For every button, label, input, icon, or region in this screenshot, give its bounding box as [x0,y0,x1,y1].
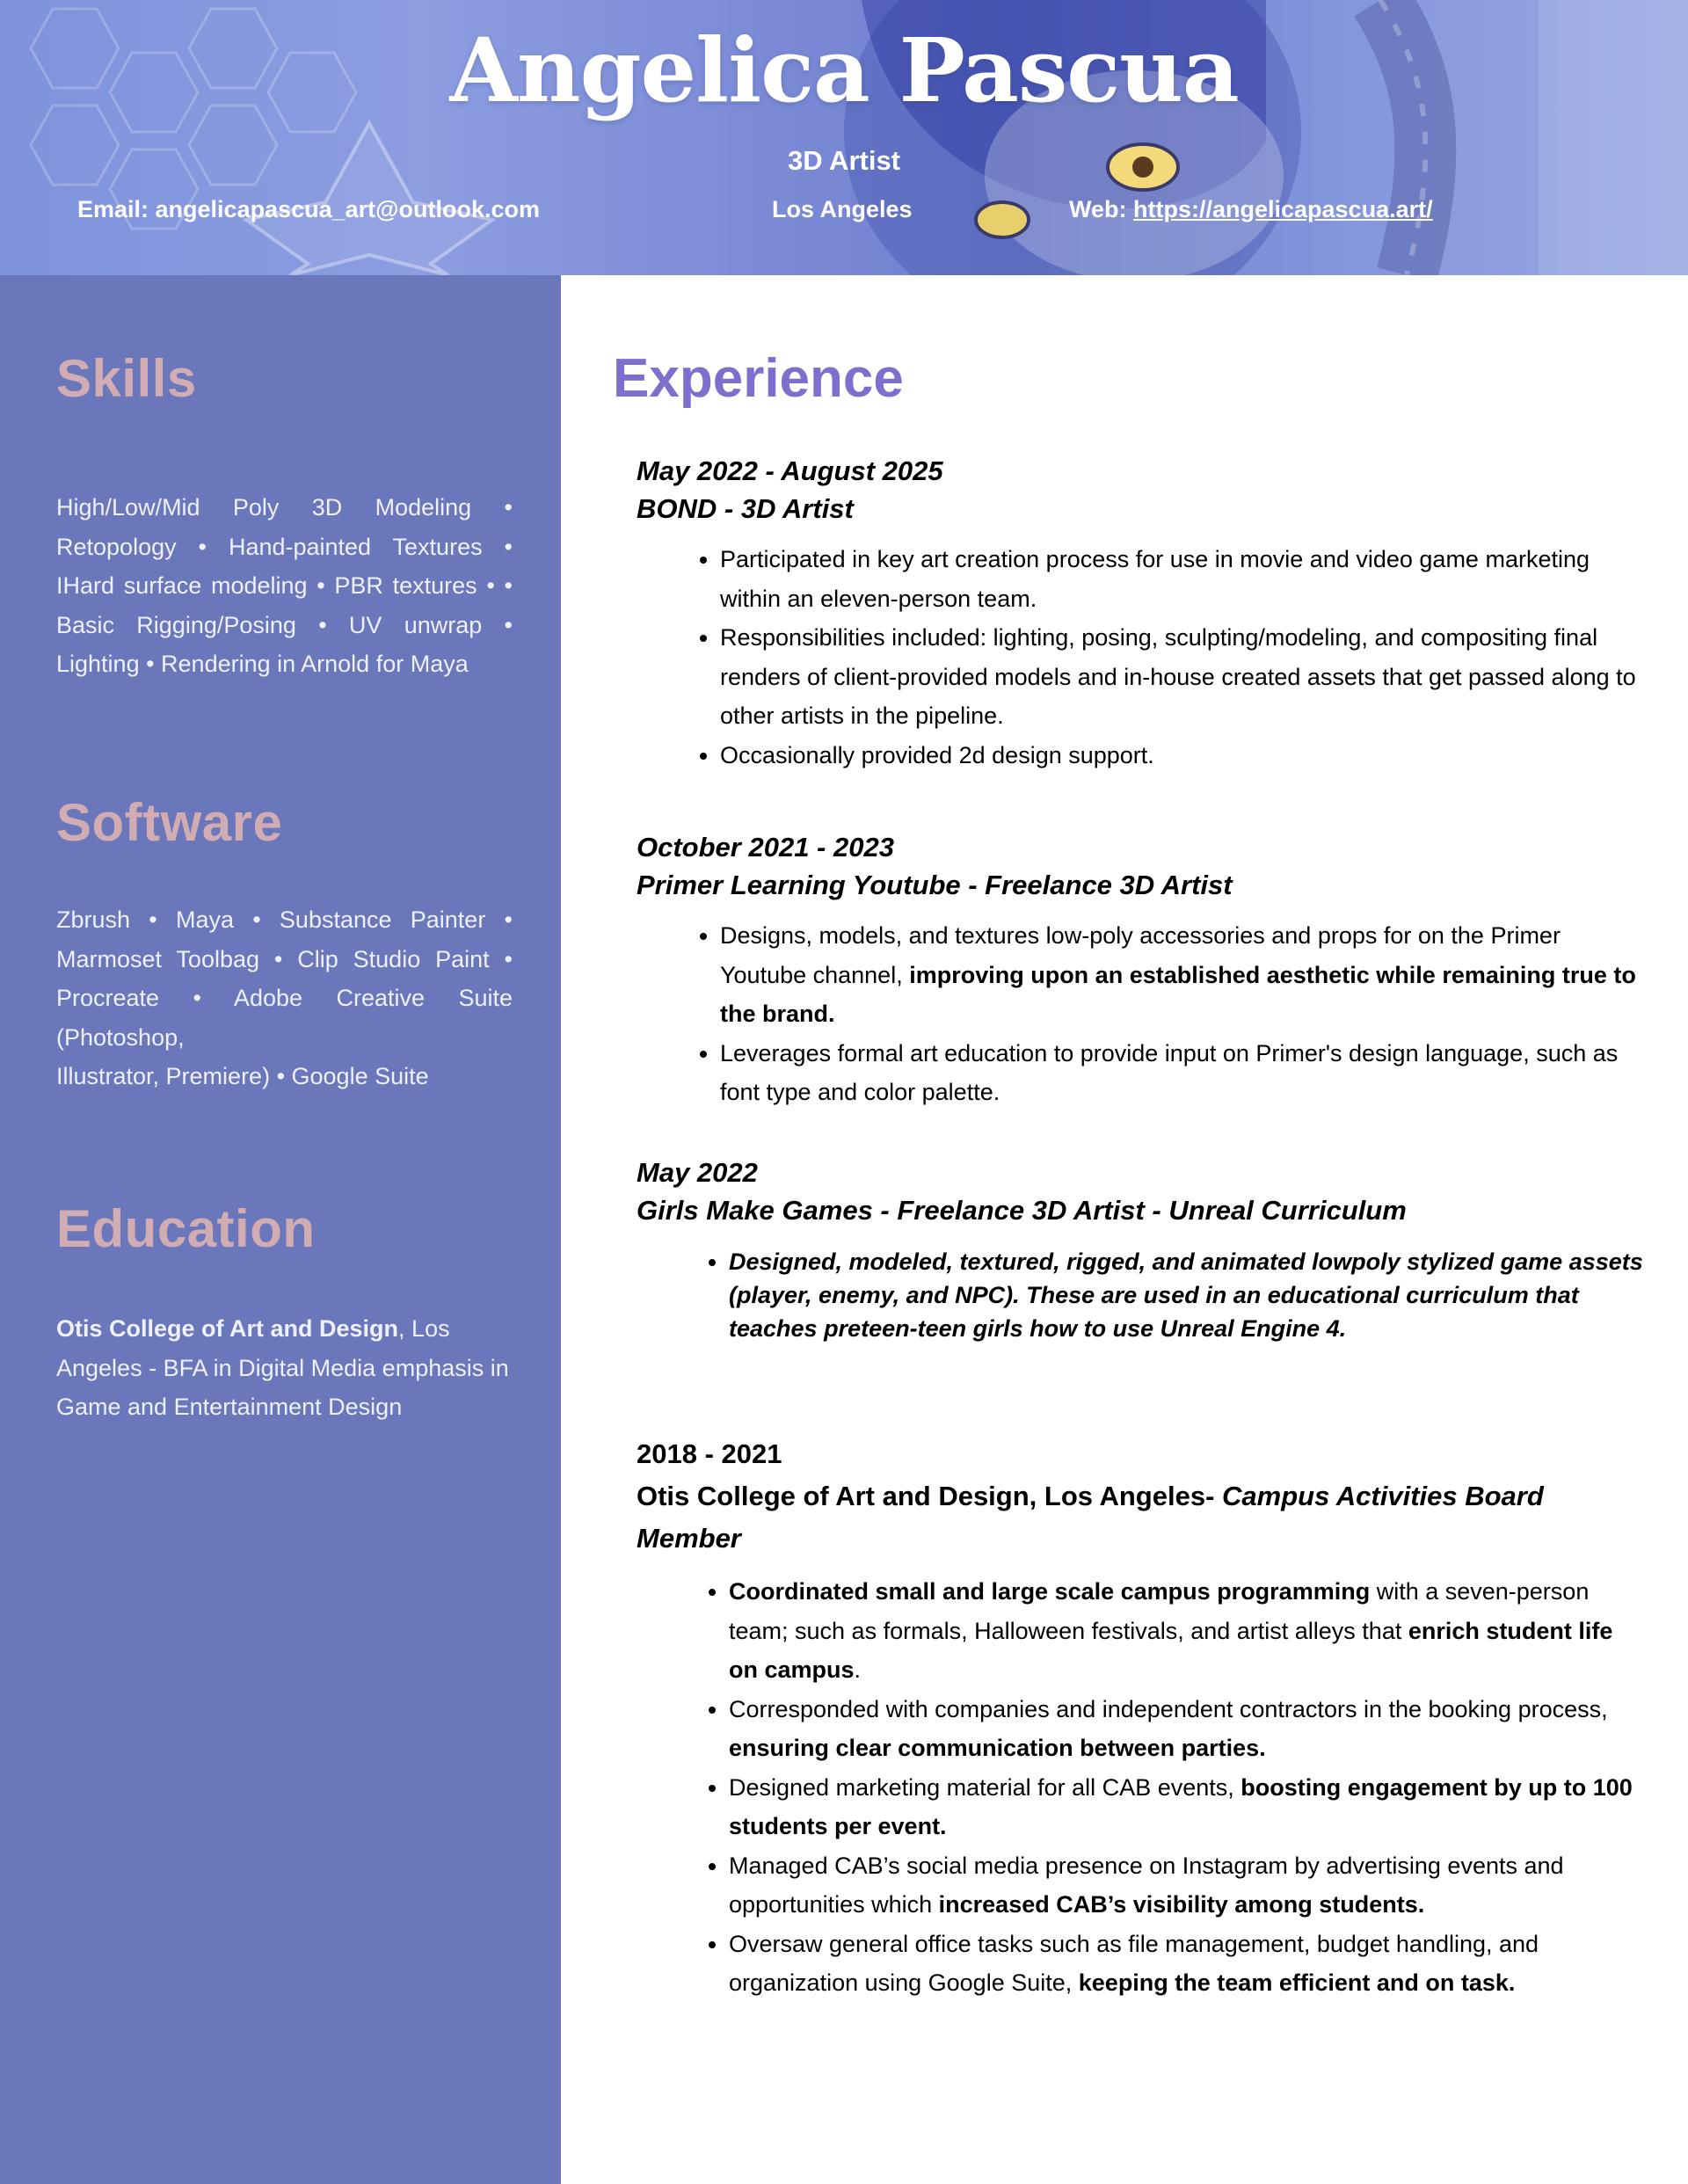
email-text: Email: angelicapascua_art@outlook.com [77,196,540,222]
list-item [720,916,1648,1034]
location-text: Los Angeles [772,196,913,222]
software-list: Zbrush • Maya • Substance Painter • Marmoset Toolbag • Clip Studio Paint • Procreate • Adobe Creative Suite (Photoshop, [56,906,513,1051]
website-link[interactable]: https://angelicapascua.art/ [1133,196,1433,222]
job-bullets [637,540,1648,775]
bullet-text: Leverages formal art education to provide input on Primer's design language, such as font type and color palette. [720,1039,1619,1105]
bullet-highlight: ensuring clear communication between parties. [729,1735,1266,1761]
bullet-text: Oversaw general office tasks such as file management, budget handling, and organization using Google Suite, [729,1930,1539,1996]
job-primer [637,828,1648,1112]
bullet-text: Managed CAB’s social media presence on Instagram by advertising events and opportunities which [729,1852,1564,1918]
job-otis-cab [637,1433,1648,2003]
bullet-text: Designs, models, and textures low-poly accessories and props for on the Primer Youtube channel, [720,922,1561,988]
bullet-highlight: improving upon an established aesthetic while remaining true to the brand. [720,961,1636,1027]
job-bond [637,452,1648,775]
software-heading: Software [56,793,283,852]
bullet-highlight: Coordinated small and large scale campus programming [729,1578,1371,1605]
job-date: 2018 - 2021 [637,1438,782,1469]
job-date: October 2021 - 2023 [637,832,894,863]
bullet-highlight: increased CAB’s visibility among students. [938,1891,1425,1918]
job-bullets [637,916,1648,1112]
bullet-text: Designed marketing material for all CAB events, [729,1773,1241,1801]
education-text [56,1309,513,1427]
list-item [720,1034,1648,1112]
job-title-org: Otis College of Art and Design, Los Angeles- [637,1481,1223,1511]
header-banner [0,0,1688,275]
job-girls-make-games [637,1154,1648,1345]
bullet-highlight: keeping the team efficient and on task. [1078,1969,1516,1996]
job-title-position: Campus Activities Board Member [637,1481,1544,1554]
bullet-highlight: boosting engagement by up to 100 students per event. [729,1773,1633,1839]
sidebar [0,275,561,2184]
job-role: 3D Artist [787,145,901,176]
list-item: • Occasionally provided 2d design support. [720,736,1648,775]
list-item: • Designed, modeled, textured, rigged, and animated lowpoly stylized game assets (player, enemy, and NPC). These are used in an educational curriculum that teaches preteen-teen girls how to use Unreal Engine 4. [729,1245,1648,1345]
job-title: Girls Make Games - Freelance 3D Artist - Unreal Curriculum [637,1195,1407,1226]
job-title: Primer Learning Youtube - Freelance 3D Artist [637,870,1233,900]
list-item: • Participated in key art creation process for use in movie and video game marketing within an eleven-person team. [720,540,1648,618]
job-date: May 2022 - August 2025 [637,455,943,486]
software-text [56,900,513,1096]
job-bullets [637,1572,1648,2003]
education-heading: Education [56,1199,316,1258]
web-label: Web: [1069,196,1133,222]
list-item [729,1925,1648,2003]
job-title [637,1475,1648,1560]
education-details: , Los Angeles - BFA in Digital Media emphasis in Game and Entertainment Design [56,1315,509,1420]
experience-heading: Experience [613,348,904,409]
candidate-name: Angelica Pascua [449,18,1239,122]
list-item: • Responsibilities included: lighting, posing, sculpting/modeling, and compositing final renders of client-provided models and in-house created assets that get passed along to other artists in the pipeline. [720,618,1648,736]
job-title: BOND - 3D Artist [637,493,854,524]
skills-heading: Skills [56,349,197,408]
bullet-text: with a seven-person team; such as formals, Halloween festivals, and artist alleys that [729,1578,1590,1644]
bullet-text: Corresponded with companies and independent contractors in the booking process, [729,1695,1608,1722]
education-school: Otis College of Art and Design [56,1315,399,1342]
software-list-continued: Illustrator, Premiere) • Google Suite [56,1063,429,1089]
website [1069,196,1433,223]
list-item [729,1768,1648,1846]
skills-text: High/Low/Mid Poly 3D Modeling • Retopology • Hand-painted Textures • IHard surface modeling • PBR textures • • Basic Rigging/Posing • UV unwrap • Lighting • Rendering in Arnold for Maya [56,494,513,677]
bullet-highlight: enrich student life on campus [729,1617,1613,1683]
list-item [729,1690,1648,1768]
job-date: May 2022 [637,1157,758,1188]
list-item [729,1846,1648,1925]
job-bullets [637,1245,1648,1345]
list-item [729,1572,1648,1690]
bullet-text: . [854,1656,862,1683]
